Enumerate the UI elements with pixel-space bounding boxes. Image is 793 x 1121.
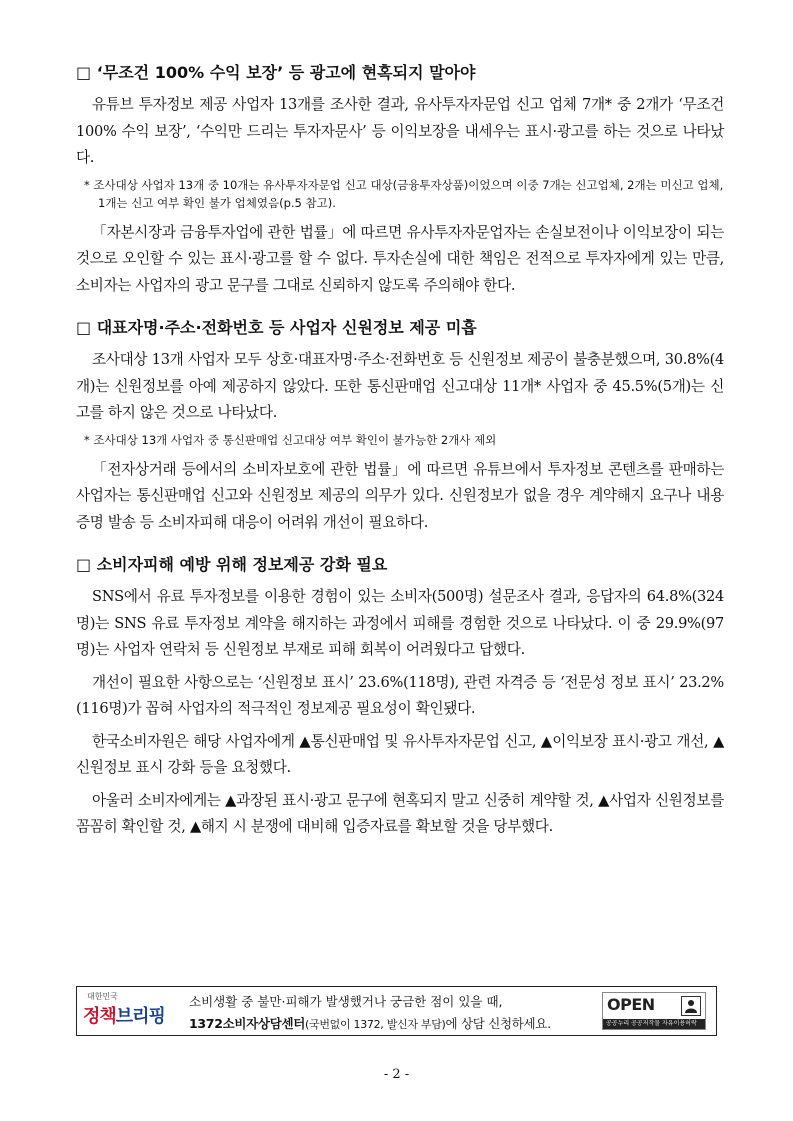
section-heading: □ ‘무조건 100% 수익 보장’ 등 광고에 현혹되지 말아야 xyxy=(76,63,476,82)
policy-briefing-logo xyxy=(83,991,179,1031)
footnote: * 조사대상 사업자 13개 중 10개는 유사투자자문업 신고 대상(금융투자상품)이었으며 이중 7개는 신고업체, 2개는 미신고 업체, 1개는 신고 여부 확인 불가 업체였음(p.5 참고). xyxy=(84,177,724,210)
open-license-badge xyxy=(602,992,706,1030)
page-number: - 2 - xyxy=(383,1067,410,1082)
section-1 xyxy=(76,60,724,299)
section-2 xyxy=(76,315,724,536)
license-text: 공공누리 공공저작물 자유이용허락 xyxy=(606,1020,697,1027)
banner-line-1: 소비생활 중 불만·피해가 발생했거나 궁금한 점이 있을 때, xyxy=(189,994,503,1009)
open-word: OPEN xyxy=(607,995,655,1014)
paragraph: 한국소비자원은 해당 사업자에게 ▲통신판매업 및 유사투자자문업 신고, ▲이익보장 표시·광고 개선, ▲신원정보 표시 강화 등을 요청했다. xyxy=(76,732,724,776)
paragraph: SNS에서 유료 투자정보를 이용한 경험이 있는 소비자(500명) 설문조사 결과, 응답자의 64.8%(324명)는 SNS 유료 투자정보 계약을 해지하는 과정에서 피해를 경험한 것으로 나타났다. 이 중 29.9%(97명)는 사업자 연락처 등 신원정보 부재로 피해 회복이 어려웠다고 답했다. xyxy=(76,588,724,658)
section-3 xyxy=(76,552,724,841)
section-heading: □ 소비자피해 예방 위해 정보제공 강화 필요 xyxy=(76,555,388,574)
center-name: 1372소비자상담센터 xyxy=(189,1016,306,1031)
attribution-icon xyxy=(681,996,701,1016)
paragraph: 조사대상 13개 사업자 모두 상호·대표자명·주소·전화번호 등 신원정보 제공이 불충분했으며, 30.8%(4개)는 신원정보를 아예 제공하지 않았다. 또한 통신판매업 신고대상 11개* 사업자 중 45.5%(5개)는 신고를 하지 않은 것으로 나타났다. xyxy=(76,351,724,421)
banner-line-2-rest: 에 상담 신청하세요. xyxy=(445,1016,551,1031)
banner-line-2 xyxy=(189,1014,551,1032)
phone-note: (국번없이 1372, 발신자 부담) xyxy=(305,1018,446,1031)
paragraph: 아울러 소비자에게는 ▲과장된 표시·광고 문구에 현혹되지 말고 신중히 계약할 것, ▲사업자 신원정보를 꼼꼼히 확인할 것, ▲해지 시 분쟁에 대비해 입증자료를 확보할 것을 당부했다. xyxy=(76,791,724,835)
license-bar xyxy=(603,1019,705,1029)
paragraph: 「자본시장과 금융투자업에 관한 법률」에 따르면 유사투자자문업자는 손실보전이나 이익보장이 되는 것으로 오인할 수 있는 표시·광고를 할 수 없다. 투자손실에 대한 책임은 전적으로 투자자에게 있는 만큼, 소비자는 사업자의 광고 문구를 그대로 신뢰하지 않도록 주의해야 한다. xyxy=(76,223,724,294)
footnote: * 조사대상 13개 사업자 중 통신판매업 신고대상 여부 확인이 불가능한 2개사 제외 xyxy=(84,432,497,447)
paragraph: 개선이 필요한 사항으로는 ‘신원정보 표시’ 23.6%(118명), 관련 자격증 등 ‘전문성 정보 표시’ 23.2%(116명)가 꼽혀 사업자의 적극적인 정보제공 필요성이 확인됐다. xyxy=(76,673,724,717)
document-body xyxy=(76,60,724,847)
consumer-center-banner xyxy=(76,986,717,1036)
logo-wordmark-part1: 정책 xyxy=(83,1006,116,1027)
logo-wordmark-part2: 브리핑 xyxy=(115,1006,165,1027)
paragraph: 유튜브 투자정보 제공 사업자 13개를 조사한 결과, 유사투자자문업 신고 업체 7개* 중 2개가 ‘무조건 100% 수익 보장’, ‘수익만 드리는 투자자문사’ 등 이익보장을 내세우는 표시·광고를 하는 것으로 나타났다. xyxy=(76,96,724,166)
logo-wordmark xyxy=(83,1002,165,1028)
section-heading: □ 대표자명·주소·전화번호 등 사업자 신원정보 제공 미흡 xyxy=(76,318,477,337)
paragraph: 「전자상거래 등에서의 소비자보호에 관한 법률」에 따르면 유튜브에서 투자정보 콘텐츠를 판매하는 사업자는 통신판매업 신고와 신원정보 제공의 의무가 있다. 신원정보가 없을 경우 계약해지 요구나 내용증명 발송 등 소비자피해 대응이 어려워 개선이 필요하다. xyxy=(76,460,724,531)
logo-caption: 대한민국 xyxy=(87,992,118,1001)
